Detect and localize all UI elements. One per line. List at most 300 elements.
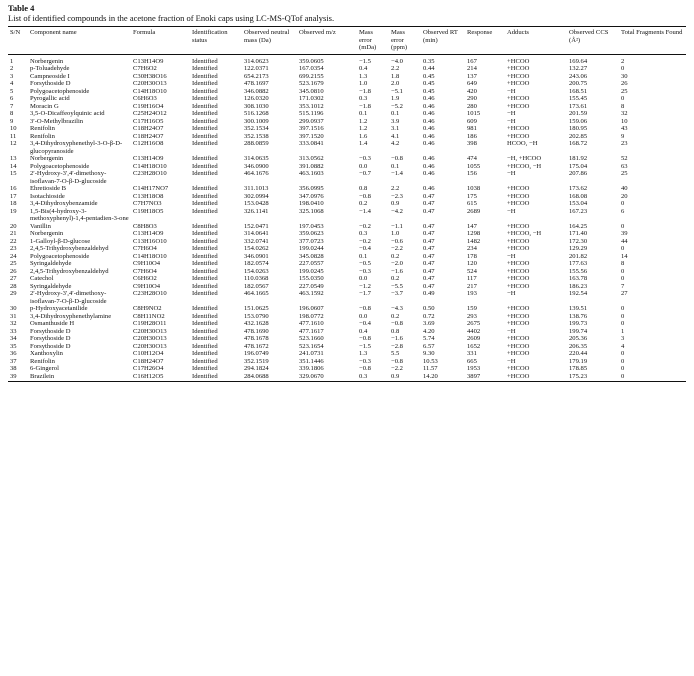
cell-identification-status: Identified [192, 132, 218, 140]
cell-mass-error-mda: −0.8 [359, 365, 371, 372]
table-row [8, 335, 686, 343]
cell-observed-rt: 0.47 [423, 252, 435, 260]
cell-observed-ccs: 139.51 [569, 305, 588, 312]
cell-observed-neutral-mass: 153.0790 [244, 312, 269, 320]
cell-identification-status: Identified [192, 312, 218, 320]
cell-observed-rt: 0.46 [423, 117, 435, 125]
cell-formula: C14H18O10 [133, 87, 167, 95]
cell-response: 2675 [467, 320, 481, 327]
cell-observed-rt: 0.46 [423, 132, 435, 140]
cell-response: 420 [467, 87, 477, 95]
cell-sn: 31 [10, 312, 17, 320]
cell-total-fragments: 20 [621, 192, 628, 200]
cell-mass-error-mda: −0.7 [359, 170, 371, 177]
cell-adducts: −H, +HCOO [507, 155, 542, 162]
cell-mass-error-mda: 0.3 [359, 372, 368, 380]
cell-sn: 13 [10, 155, 17, 162]
cell-sn: 36 [10, 350, 17, 357]
cell-formula: C20H30O13 [133, 342, 167, 350]
cell-identification-status: Identified [192, 237, 218, 245]
table-row [8, 350, 686, 358]
cell-observed-neutral-mass: 464.1676 [244, 170, 269, 177]
cell-observed-mz: 197.0453 [299, 222, 324, 230]
cell-observed-rt: 10.53 [423, 357, 438, 365]
cell-observed-mz: 523.1660 [299, 335, 324, 342]
table-row [8, 103, 686, 111]
cell-observed-mz: 477.1610 [299, 320, 324, 327]
cell-component-name: Catechol [30, 275, 54, 282]
cell-component-name: 2,4,5-Trihydroxybenzaldehyd [30, 245, 109, 252]
cell-mass-error-ppm: 2.0 [391, 80, 400, 87]
cell-mass-error-ppm: 0.2 [391, 252, 400, 260]
cell-observed-ccs: 163.78 [569, 275, 588, 282]
cell-response: 156 [467, 170, 477, 177]
cell-observed-mz: 477.1617 [299, 327, 324, 335]
cell-mass-error-ppm: 1.8 [391, 72, 400, 80]
cell-total-fragments: 39 [621, 230, 628, 237]
cell-response: 3897 [467, 372, 481, 380]
cell-sn: 9 [10, 117, 14, 125]
cell-adducts: +HCOO [507, 72, 530, 80]
cell-observed-rt: 0.46 [423, 170, 435, 177]
cell-total-fragments: 0 [621, 267, 625, 275]
cell-adducts: +HCOO [507, 335, 530, 342]
cell-observed-neutral-mass: 314.0641 [244, 230, 269, 237]
cell-mass-error-ppm: 1.9 [391, 95, 400, 102]
cell-observed-mz: 167.0354 [299, 65, 324, 72]
cell-observed-neutral-mass: 464.1665 [244, 290, 269, 297]
cell-formula: C25H24O12 [133, 110, 167, 117]
cell-response: 217 [467, 282, 477, 290]
cell-mass-error-ppm: −1.1 [391, 222, 403, 230]
cell-component-name: Ehretioside B [30, 185, 67, 192]
cell-mass-error-mda: −1.8 [359, 102, 371, 110]
cell-observed-ccs: 132.27 [569, 65, 588, 72]
cell-component-name: 2,4,5-Trihydroxybenzaldehyd [30, 267, 109, 275]
table-row [8, 88, 686, 96]
cell-mass-error-mda: 0.4 [359, 327, 368, 335]
cell-response: 175 [467, 192, 477, 200]
cell-total-fragments: 10 [621, 117, 628, 125]
cell-observed-mz: 699.2155 [299, 72, 324, 80]
cell-total-fragments: 52 [621, 155, 628, 162]
header-observed-ccs: Observed CCS (Å²) [569, 29, 609, 44]
cell-observed-mz: 329.0670 [299, 372, 324, 380]
cell-observed-neutral-mass: 346.0900 [244, 162, 269, 170]
cell-component-name: Vanillin [30, 222, 51, 230]
cell-component-name: 6-Gingerol [30, 365, 59, 372]
cell-total-fragments: 44 [621, 237, 628, 245]
cell-observed-neutral-mass: 153.0428 [244, 200, 269, 207]
compounds-table [8, 27, 686, 380]
cell-observed-mz: 241.0731 [299, 350, 324, 357]
cell-adducts: +HCOO [507, 222, 530, 230]
cell-total-fragments: 0 [621, 365, 625, 372]
cell-component-name: Isotachioside [30, 192, 65, 200]
cell-total-fragments: 0 [621, 275, 625, 282]
cell-sn: 4 [10, 80, 14, 87]
cell-component-name: 2′-Hydroxy-3′,4′-dimethoxy-isoflavan-7-O-β-D-glucoside [30, 290, 107, 305]
cell-mass-error-ppm: −2.3 [391, 192, 403, 200]
cell-adducts: +HCOO [507, 200, 530, 207]
cell-response: 665 [467, 357, 477, 365]
cell-component-name: Forsythoside D [30, 80, 71, 87]
cell-sn: 37 [10, 357, 17, 365]
cell-identification-status: Identified [192, 125, 218, 132]
cell-observed-mz: 155.0350 [299, 275, 324, 282]
cell-observed-neutral-mass: 352.1519 [244, 357, 269, 365]
cell-sn: 24 [10, 252, 17, 260]
table-row [8, 290, 686, 305]
cell-observed-mz: 199.0245 [299, 267, 324, 275]
table-row [8, 238, 686, 246]
cell-observed-mz: 359.0605 [299, 57, 324, 65]
table-row [8, 163, 686, 171]
cell-observed-rt: 0.47 [423, 260, 435, 267]
cell-observed-mz: 345.0810 [299, 87, 324, 95]
cell-observed-ccs: 243.06 [569, 72, 588, 80]
cell-total-fragments: 0 [621, 65, 625, 72]
cell-observed-rt: 4.20 [423, 327, 435, 335]
cell-component-name: Xanthoxylin [30, 350, 63, 357]
cell-mass-error-ppm: 0.9 [391, 372, 400, 380]
cell-adducts: −H [507, 170, 516, 177]
cell-sn: 14 [10, 162, 17, 170]
cell-component-name: Norbergenin [30, 57, 64, 65]
cell-adducts: +HCOO [507, 305, 530, 312]
cell-component-name: 3,4-Dihydroxybenzamide [30, 200, 98, 207]
cell-response: 1652 [467, 342, 481, 350]
cell-observed-ccs: 129.29 [569, 245, 588, 252]
cell-mass-error-mda: 1.3 [359, 350, 368, 357]
cell-mass-error-mda: 1.2 [359, 117, 368, 125]
cell-identification-status: Identified [192, 335, 218, 342]
cell-mass-error-mda: 1.0 [359, 80, 368, 87]
cell-response: 981 [467, 125, 477, 132]
cell-observed-neutral-mass: 478.1672 [244, 342, 269, 350]
table-row [8, 80, 686, 88]
cell-response: 2689 [467, 207, 481, 215]
cell-sn: 15 [10, 170, 17, 177]
cell-observed-ccs: 205.36 [569, 335, 588, 342]
table-row [8, 200, 686, 208]
cell-sn: 26 [10, 267, 17, 275]
cell-observed-ccs: 199.73 [569, 320, 588, 327]
cell-mass-error-ppm: −0.8 [391, 155, 403, 162]
cell-identification-status: Identified [192, 87, 218, 95]
cell-mass-error-mda: −0.4 [359, 245, 371, 252]
cell-adducts: +HCOO [507, 320, 530, 327]
cell-observed-mz: 359.0623 [299, 230, 324, 237]
table-row [8, 118, 686, 126]
cell-observed-rt: 9.30 [423, 350, 435, 357]
table-row [8, 365, 686, 373]
cell-sn: 10 [10, 125, 17, 132]
cell-total-fragments: 25 [621, 87, 628, 95]
header-observed-neutral-mass: Observed neutral mass (Da) [244, 29, 290, 44]
cell-observed-ccs: 138.76 [569, 312, 588, 320]
table-row [8, 223, 686, 231]
cell-mass-error-ppm: −5.2 [391, 102, 403, 110]
cell-formula: C8H8O3 [133, 222, 157, 230]
cell-mass-error-ppm: −2.2 [391, 245, 403, 252]
cell-observed-ccs: 168.51 [569, 87, 588, 95]
cell-identification-status: Identified [192, 192, 218, 200]
cell-formula: C14H18O10 [133, 162, 167, 170]
cell-observed-rt: 0.46 [423, 162, 435, 170]
cell-observed-ccs: 173.62 [569, 185, 588, 192]
cell-mass-error-mda: 0.1 [359, 252, 368, 260]
cell-mass-error-mda: 0.3 [359, 95, 368, 102]
cell-mass-error-ppm: −0.6 [391, 237, 403, 245]
cell-component-name: Brazilein [30, 372, 55, 380]
cell-mass-error-mda: −0.3 [359, 357, 371, 365]
cell-observed-ccs: 201.59 [569, 110, 588, 117]
cell-observed-rt: 0.45 [423, 80, 435, 87]
cell-observed-rt: 0.50 [423, 305, 435, 312]
cell-adducts: +HCOO, −H [507, 230, 542, 237]
cell-observed-mz: 356.0995 [299, 185, 324, 192]
cell-observed-ccs: 199.74 [569, 327, 588, 335]
cell-formula: C9H10O4 [133, 282, 161, 290]
cell-identification-status: Identified [192, 350, 218, 357]
cell-identification-status: Identified [192, 72, 218, 80]
table-row [8, 155, 686, 163]
cell-adducts: −H [507, 357, 516, 365]
cell-observed-ccs: 186.23 [569, 282, 588, 290]
cell-formula: C7H6O4 [133, 245, 157, 252]
cell-observed-ccs: 200.75 [569, 80, 588, 87]
cell-observed-neutral-mass: 154.0262 [244, 245, 269, 252]
cell-component-name: 3,4-Dihydroxyphenethylamine [30, 312, 112, 320]
cell-sn: 27 [10, 275, 17, 282]
cell-sn: 34 [10, 335, 17, 342]
cell-identification-status: Identified [192, 95, 218, 102]
cell-component-name: Renifolin [30, 132, 55, 140]
cell-adducts: +HCOO [507, 185, 530, 192]
table-row [8, 275, 686, 283]
cell-identification-status: Identified [192, 342, 218, 350]
cell-formula: C14H17NO7 [133, 185, 169, 192]
cell-observed-rt: 0.47 [423, 230, 435, 237]
cell-observed-rt: 0.45 [423, 87, 435, 95]
header-sn: S/N [10, 29, 21, 36]
cell-observed-neutral-mass: 182.0567 [244, 282, 269, 290]
cell-mass-error-ppm: −3.7 [391, 290, 403, 297]
cell-formula: C9H10O4 [133, 260, 161, 267]
cell-total-fragments: 0 [621, 95, 625, 102]
table-row [8, 373, 686, 381]
cell-total-fragments: 25 [621, 170, 628, 177]
cell-mass-error-mda: −1.4 [359, 207, 371, 215]
cell-mass-error-ppm: −1.6 [391, 335, 403, 342]
cell-observed-neutral-mass: 196.0749 [244, 350, 269, 357]
cell-sn: 16 [10, 185, 17, 192]
cell-observed-mz: 198.0772 [299, 312, 324, 320]
cell-observed-mz: 347.0976 [299, 192, 324, 200]
cell-sn: 38 [10, 365, 17, 372]
cell-formula: C20H30O13 [133, 80, 167, 87]
cell-response: 524 [467, 267, 477, 275]
cell-identification-status: Identified [192, 185, 218, 192]
cell-formula: C19H18O5 [133, 207, 164, 215]
cell-mass-error-ppm: −1.6 [391, 267, 403, 275]
table-row [8, 65, 686, 73]
cell-observed-neutral-mass: 346.0882 [244, 87, 269, 95]
cell-sn: 11 [10, 132, 17, 140]
cell-observed-rt: 0.46 [423, 125, 435, 132]
header-identification-status: Identification status [192, 29, 228, 44]
cell-formula: C20H30O13 [133, 327, 167, 335]
cell-sn: 30 [10, 305, 17, 312]
cell-observed-rt: 0.47 [423, 222, 435, 230]
cell-mass-error-ppm: −5.1 [391, 87, 403, 95]
cell-sn: 8 [10, 110, 14, 117]
cell-mass-error-mda: 0.0 [359, 312, 368, 320]
cell-observed-mz: 523.1679 [299, 80, 324, 87]
cell-formula: C23H28O10 [133, 170, 167, 177]
table-body [8, 55, 686, 381]
cell-observed-neutral-mass: 346.0901 [244, 252, 269, 260]
cell-observed-neutral-mass: 352.1534 [244, 125, 269, 132]
cell-observed-rt: 0.47 [423, 275, 435, 282]
cell-observed-mz: 325.1068 [299, 207, 324, 215]
cell-formula: C17H16O5 [133, 117, 164, 125]
cell-adducts: +HCOO [507, 282, 530, 290]
cell-formula: C6H6O3 [133, 95, 157, 102]
cell-observed-ccs: 202.85 [569, 132, 588, 140]
cell-mass-error-mda: −0.8 [359, 335, 371, 342]
cell-sn: 28 [10, 282, 17, 290]
cell-mass-error-mda: −0.2 [359, 237, 371, 245]
cell-observed-neutral-mass: 294.1824 [244, 365, 269, 372]
table-row [8, 313, 686, 321]
cell-mass-error-ppm: −0.8 [391, 320, 403, 327]
header-adducts: Adducts [507, 29, 529, 36]
cell-observed-neutral-mass: 308.1030 [244, 102, 269, 110]
cell-observed-ccs: 171.40 [569, 230, 588, 237]
cell-observed-neutral-mass: 311.1013 [244, 185, 269, 192]
cell-observed-mz: 353.1012 [299, 102, 324, 110]
cell-identification-status: Identified [192, 305, 218, 312]
cell-component-name: Norbergenin [30, 230, 64, 237]
cell-sn: 18 [10, 200, 17, 207]
cell-mass-error-ppm: −4.2 [391, 207, 403, 215]
cell-observed-ccs: 175.04 [569, 162, 588, 170]
cell-observed-rt: 0.47 [423, 200, 435, 207]
cell-sn: 33 [10, 327, 17, 335]
cell-total-fragments: 30 [621, 72, 628, 80]
cell-observed-mz: 391.0882 [299, 162, 324, 170]
cell-total-fragments: 27 [621, 290, 628, 297]
cell-response: 331 [467, 350, 477, 357]
cell-formula: C17H26O4 [133, 365, 164, 372]
cell-mass-error-mda: −0.2 [359, 222, 371, 230]
cell-observed-ccs: 168.08 [569, 192, 588, 200]
cell-identification-status: Identified [192, 200, 218, 207]
table-row [8, 260, 686, 268]
cell-identification-status: Identified [192, 275, 218, 282]
table-row [8, 230, 686, 238]
cell-observed-neutral-mass: 110.0368 [244, 275, 269, 282]
cell-total-fragments: 8 [621, 102, 625, 110]
cell-mass-error-ppm: 0.1 [391, 110, 400, 117]
cell-mass-error-ppm: 0.1 [391, 162, 400, 170]
cell-observed-rt: 0.46 [423, 95, 435, 102]
cell-observed-neutral-mass: 182.0574 [244, 260, 269, 267]
cell-formula: C7H6O4 [133, 267, 157, 275]
cell-component-name: Polygoacetophenoside [30, 162, 90, 170]
cell-mass-error-mda: −1.7 [359, 290, 371, 297]
cell-observed-mz: 397.1520 [299, 132, 324, 140]
cell-total-fragments: 0 [621, 222, 625, 230]
cell-observed-rt: 0.49 [423, 290, 435, 297]
cell-mass-error-ppm: −4.0 [391, 57, 403, 65]
cell-total-fragments: 0 [621, 372, 625, 380]
cell-response: 1038 [467, 185, 481, 192]
cell-observed-mz: 227.0549 [299, 282, 324, 290]
cell-mass-error-mda: 0.8 [359, 185, 368, 192]
cell-observed-ccs: 207.86 [569, 170, 588, 177]
cell-identification-status: Identified [192, 245, 218, 252]
table-row [8, 358, 686, 366]
cell-observed-ccs: 201.82 [569, 252, 588, 260]
cell-identification-status: Identified [192, 65, 218, 72]
table-row [8, 170, 686, 185]
table-row [8, 110, 686, 118]
cell-formula: C16H12O5 [133, 372, 164, 380]
cell-observed-mz: 463.1592 [299, 290, 324, 297]
cell-response: 159 [467, 305, 477, 312]
cell-mass-error-ppm: 1.0 [391, 230, 400, 237]
cell-mass-error-mda: 0.0 [359, 275, 368, 282]
header-observed-rt: Observed RT (min) [423, 29, 458, 44]
cell-response: 615 [467, 200, 477, 207]
cell-observed-neutral-mass: 302.0994 [244, 192, 269, 200]
cell-observed-neutral-mass: 126.0320 [244, 95, 269, 102]
cell-observed-rt: 0.46 [423, 110, 435, 117]
cell-component-name: 1,5-Bis(4-hydroxy-3-methoxyphenyl)-1,4-pentadien-3-one [30, 207, 129, 222]
cell-component-name: p-Toluadehyde [30, 65, 70, 72]
cell-sn: 1 [10, 57, 14, 65]
cell-mass-error-mda: 0.2 [359, 200, 368, 207]
table-row [8, 283, 686, 291]
cell-adducts: +HCOO [507, 245, 530, 252]
header-mass-error-ppm: Mass error (ppm) [391, 29, 408, 51]
cell-observed-rt: 0.35 [423, 57, 435, 65]
cell-observed-rt: 6.57 [423, 342, 435, 350]
cell-response: 290 [467, 95, 477, 102]
cell-adducts: +HCOO, −H [507, 162, 542, 170]
cell-adducts: +HCOO [507, 260, 530, 267]
cell-response: 193 [467, 290, 477, 297]
cell-adducts: −H [507, 252, 516, 260]
cell-observed-neutral-mass: 654.2173 [244, 72, 269, 80]
cell-mass-error-mda: −0.3 [359, 267, 371, 275]
cell-observed-neutral-mass: 314.0623 [244, 57, 269, 65]
header-response: Response [467, 29, 493, 36]
cell-observed-neutral-mass: 352.1538 [244, 132, 269, 140]
cell-mass-error-mda: 1.6 [359, 132, 368, 140]
cell-total-fragments: 0 [621, 312, 625, 320]
cell-identification-status: Identified [192, 320, 218, 327]
cell-formula: C20H30O13 [133, 335, 167, 342]
cell-response: 1953 [467, 365, 481, 372]
cell-sn: 20 [10, 222, 17, 230]
table-header [8, 27, 686, 55]
cell-observed-mz: 463.1603 [299, 170, 324, 177]
cell-identification-status: Identified [192, 365, 218, 372]
